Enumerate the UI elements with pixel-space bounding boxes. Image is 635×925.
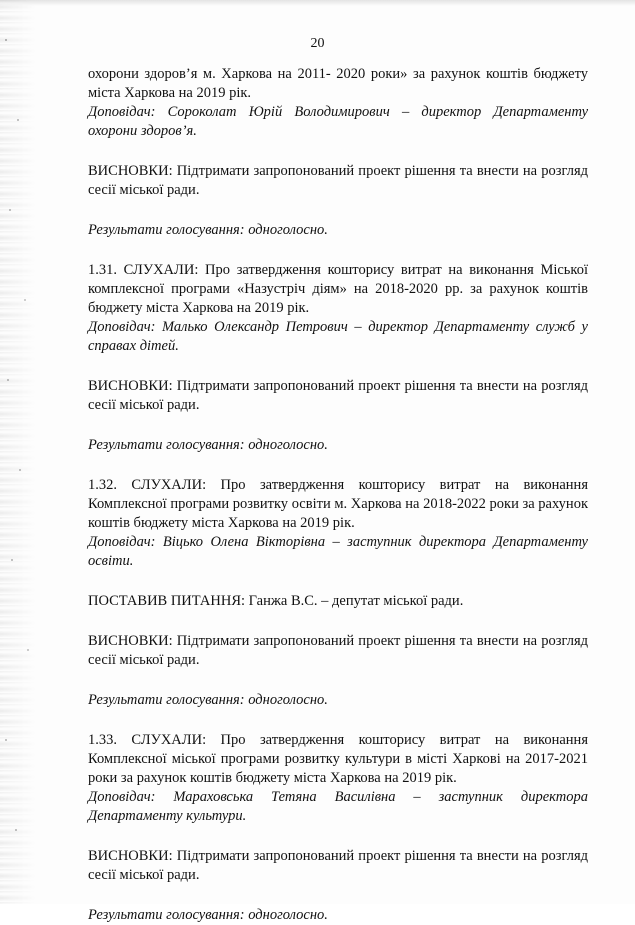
speaker-line: Доповідач: Сороколат Юрій Володимирович – директор Департаменту охорони здоров’я.: [88, 104, 588, 139]
vote-result: Результати голосування: одноголосно.: [88, 222, 328, 238]
heard-line: 1.33. СЛУХАЛИ: Про затвердження кошторису витрат на виконання Комплексної міської програми розвитку культури в місті Харкові на 2017-2021 роки за рахунок коштів бюджету міста Харкова на 2019 рік.: [88, 732, 588, 786]
vote-result: Результати голосування: одноголосно.: [88, 692, 328, 708]
speaker-line: Доповідач: Віцько Олена Вікторівна – заступник директора Департаменту освіти.: [88, 534, 588, 569]
agenda-item-1-33: [88, 731, 588, 925]
speaker-line: Доповідач: Малько Олександр Петрович – директор Департаменту служб у справах дітей.: [88, 319, 588, 354]
scan-top-shadow: [0, 0, 635, 6]
scan-edge-noise: [0, 0, 38, 904]
speaker-line: Доповідач: Мараховська Тетяна Василівна – заступник директора Департаменту культури.: [88, 789, 588, 824]
page-number: 20: [310, 36, 325, 51]
conclusion-line: ВИСНОВКИ: Підтримати запропонований проект рішення та внести на розгляд сесії міської ради.: [88, 633, 588, 668]
agenda-item-continuation: [88, 65, 588, 240]
agenda-item-1-32: [88, 476, 588, 710]
raised-question-line: ПОСТАВИВ ПИТАННЯ: Ганжа В.С. – депутат міської ради.: [88, 593, 464, 609]
conclusion-line: ВИСНОВКИ: Підтримати запропонований проект рішення та внести на розгляд сесії міської ради.: [88, 848, 588, 883]
heard-line: 1.31. СЛУХАЛИ: Про затвердження кошторису витрат на виконання Міської комплексної програми «Назустріч діям» на 2018-2020 рр. за рахунок коштів бюджету міста Харкова на 2019 рік.: [88, 262, 588, 316]
vote-result: Результати голосування: одноголосно.: [88, 907, 328, 923]
conclusion-line: ВИСНОВКИ: Підтримати запропонований проект рішення та внести на розгляд сесії міської ради.: [88, 378, 588, 413]
vote-result: Результати голосування: одноголосно.: [88, 437, 328, 453]
agenda-item-1-31: [88, 261, 588, 455]
document-body: [88, 65, 588, 925]
conclusion-line: ВИСНОВКИ: Підтримати запропонований проект рішення та внести на розгляд сесії міської ради.: [88, 163, 588, 198]
heard-line: 1.32. СЛУХАЛИ: Про затвердження кошторису витрат на виконання Комплексної програми розвитку освіти м. Харкова на 2018-2022 роки за рахунок коштів бюджету міста Харкова на 2019 рік.: [88, 477, 588, 531]
continuation-text: охорони здоров’я м. Харкова на 2011- 2020 роки» за рахунок коштів бюджету міста Харкова на 2019 рік.: [88, 66, 588, 101]
